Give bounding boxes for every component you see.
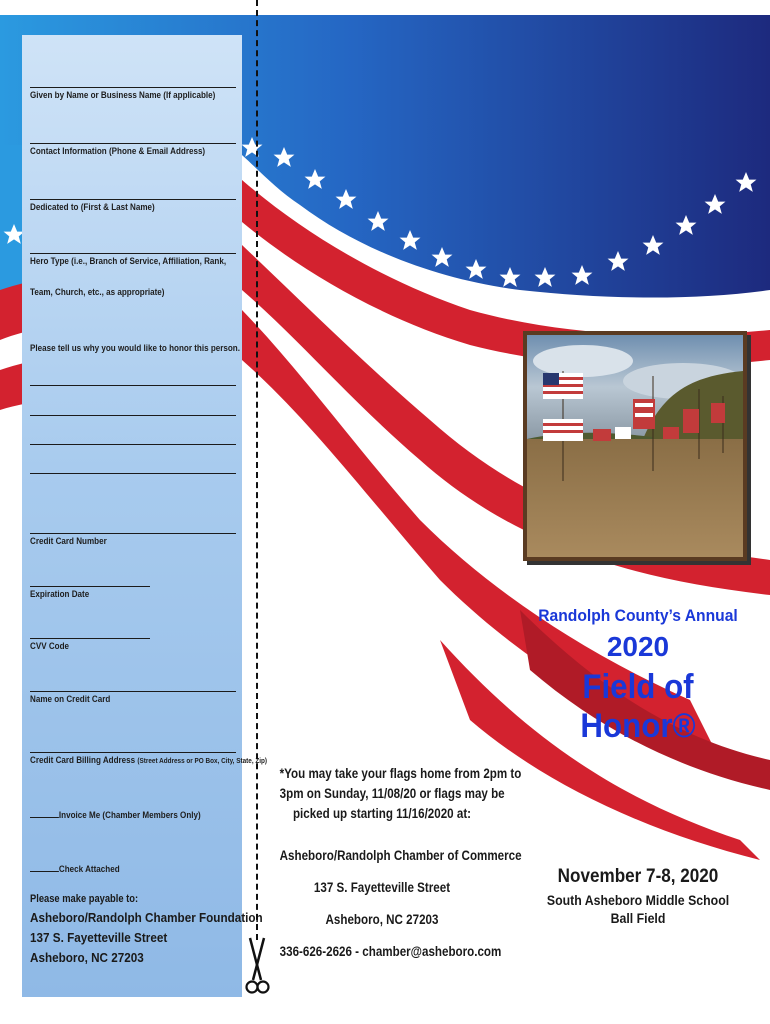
- title-field-of-honor: Field of Honor®: [580, 668, 696, 745]
- photo-image: [523, 331, 747, 561]
- why-line-2[interactable]: [30, 415, 236, 416]
- hero-type-field[interactable]: [30, 253, 236, 267]
- payable-street: 137 S. Fayetteville Street: [30, 930, 168, 945]
- name-on-card-field[interactable]: [30, 691, 236, 705]
- event-venue-line-2: Ball Field: [610, 910, 666, 926]
- cut-line: [256, 0, 258, 940]
- dedicated-field[interactable]: [30, 199, 236, 213]
- billing-address-main: Credit Card Billing Address: [30, 755, 138, 766]
- pickup-note-line-3: picked up starting 11/16/2020 at:: [292, 806, 472, 821]
- hero-type-label-1: Hero Type (i.e., Branch of Service, Affiliation, Rank,: [30, 256, 227, 267]
- invoice-checkbox[interactable]: [30, 817, 59, 818]
- contact-label: Contact Information (Phone & Email Address): [30, 146, 206, 157]
- invoice-option[interactable]: [30, 810, 201, 821]
- contact-field[interactable]: [30, 143, 236, 157]
- event-venue-line-1: South Asheboro Middle School: [546, 892, 730, 908]
- title-year: 2020: [606, 631, 670, 662]
- event-date: November 7-8, 2020: [557, 866, 719, 887]
- invoice-label: Invoice Me (Chamber Members Only): [58, 810, 201, 821]
- donation-form-panel: [22, 35, 268, 997]
- why-label: Please tell us why you would like to honor this person.: [30, 343, 240, 354]
- check-attached-label: Check Attached: [58, 864, 120, 875]
- chamber-city: Asheboro, NC 27203: [325, 912, 439, 927]
- billing-address-field[interactable]: [30, 752, 268, 766]
- payable-city: Asheboro, NC 27203: [30, 950, 144, 965]
- chamber-phone-email: 336-626-2626 - chamber@asheboro.com: [279, 944, 502, 959]
- name-on-card-label: Name on Credit Card: [30, 694, 111, 705]
- pickup-note-line-1: *You may take your flags home from 2pm to: [279, 766, 522, 781]
- chamber-street: 137 S. Fayetteville Street: [313, 880, 451, 895]
- given-by-label: Given by Name or Business Name (If applicable): [30, 90, 216, 101]
- payable-label: Please make payable to:: [30, 893, 139, 905]
- card-number-field[interactable]: [30, 533, 236, 547]
- pickup-note: [263, 764, 522, 824]
- expiration-field[interactable]: [30, 586, 150, 600]
- why-line-1[interactable]: [30, 385, 236, 386]
- why-line-3[interactable]: [30, 444, 236, 445]
- billing-address-label: [30, 755, 268, 766]
- cvv-field[interactable]: [30, 638, 150, 652]
- event-details: [522, 866, 754, 927]
- why-line-4[interactable]: [30, 473, 236, 474]
- given-by-field[interactable]: [30, 87, 236, 101]
- field-of-flags-photo: [523, 331, 747, 561]
- payable-name: Asheboro/Randolph Chamber Foundation: [30, 910, 263, 925]
- cvv-label: CVV Code: [30, 641, 70, 652]
- hero-type-label-2: Team, Church, etc., as appropriate): [30, 287, 165, 298]
- chamber-contact: [263, 840, 522, 968]
- billing-address-hint: (Street Address or PO Box, City, State, Zip): [137, 756, 268, 765]
- expiration-label: Expiration Date: [30, 589, 90, 600]
- chamber-name: Asheboro/Randolph Chamber of Commerce: [279, 848, 522, 863]
- check-attached-option[interactable]: [30, 864, 120, 875]
- title-county-annual: Randolph County’s Annual: [538, 606, 738, 625]
- card-number-label: Credit Card Number: [30, 536, 107, 547]
- pickup-note-line-2: 3pm on Sunday, 11/08/20 or flags may be: [279, 786, 505, 801]
- check-attached-checkbox[interactable]: [30, 871, 59, 872]
- dedicated-label: Dedicated to (First & Last Name): [30, 202, 155, 213]
